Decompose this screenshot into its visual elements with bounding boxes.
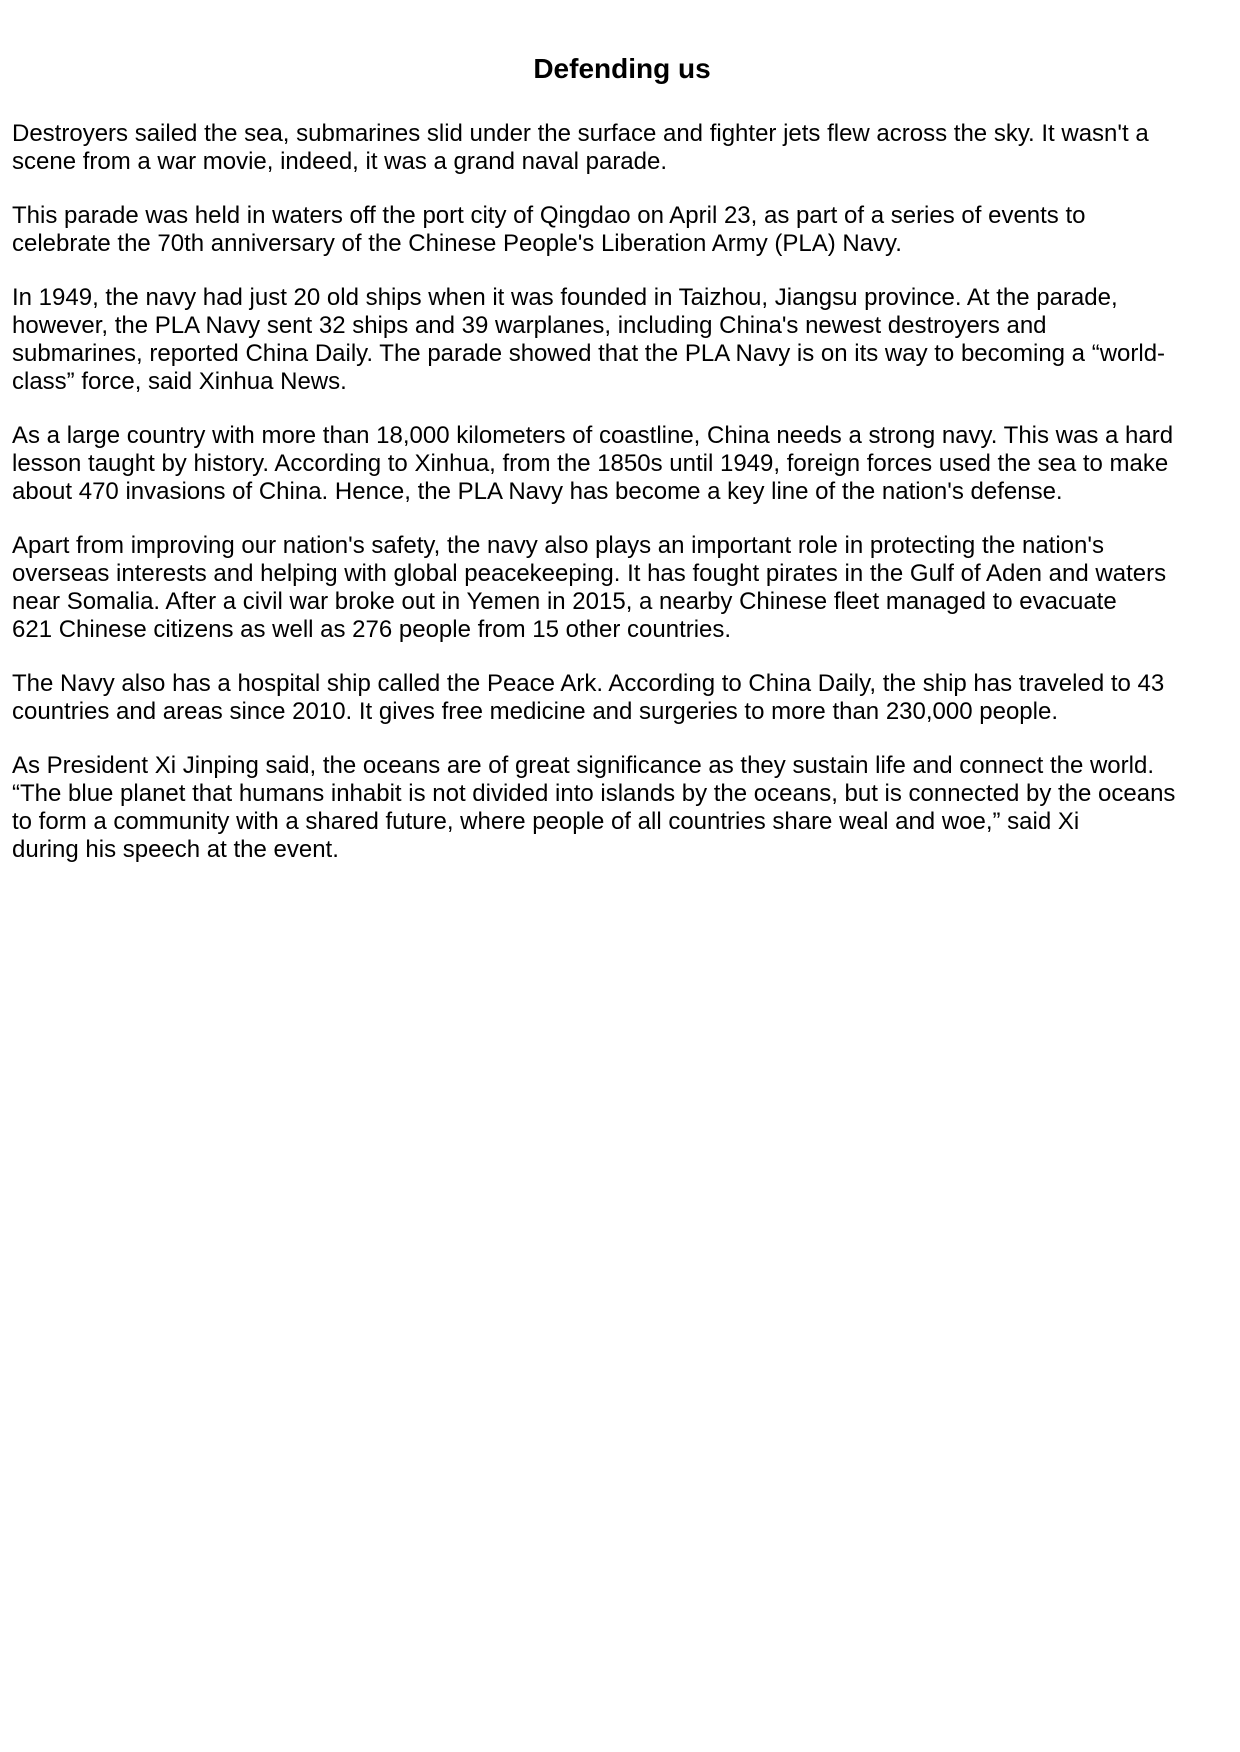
paragraph-6 (12, 670, 1232, 726)
article-title: Defending us (533, 53, 711, 84)
paragraph-line: lesson taught by history. According to Xinhua, from the 1850s until 1949, foreign forces used the sea to make (12, 450, 1169, 477)
paragraph-line: about 470 invasions of China. Hence, the PLA Navy has become a key line of the nation's defense. (12, 478, 1063, 505)
document-page (12, 0, 1232, 890)
paragraph-line: near Somalia. After a civil war broke out in Yemen in 2015, a nearby Chinese fleet managed to evacuate (12, 588, 1117, 615)
paragraph-1 (12, 120, 1232, 176)
paragraph-line: submarines, reported China Daily. The parade showed that the PLA Navy is on its way to becoming a “world- (12, 340, 1166, 367)
paragraph-line: scene from a war movie, indeed, it was a grand naval parade. (12, 148, 668, 175)
paragraph-line: during his speech at the event. (12, 836, 339, 863)
paragraph-line: Destroyers sailed the sea, submarines slid under the surface and fighter jets flew across the sky. It wasn't a (12, 120, 1149, 147)
paragraph-line: The Navy also has a hospital ship called the Peace Ark. According to China Daily, the ship has traveled to 43 (12, 670, 1165, 697)
paragraph-line: As President Xi Jinping said, the oceans are of great significance as they sustain life and connect the world. (12, 752, 1154, 779)
paragraph-line: As a large country with more than 18,000 kilometers of coastline, China needs a strong navy. This was a hard (12, 422, 1174, 449)
paragraph-line: 621 Chinese citizens as well as 276 people from 15 other countries. (12, 616, 732, 643)
paragraph-line: “The blue planet that humans inhabit is not divided into islands by the oceans, but is connected by the oceans (12, 780, 1176, 807)
paragraph-2 (12, 202, 1232, 258)
paragraph-line: Apart from improving our nation's safety, the navy also plays an important role in protecting the nation's (12, 532, 1104, 559)
paragraph-line: however, the PLA Navy sent 32 ships and 39 warplanes, including China's newest destroyers and (12, 312, 1047, 339)
paragraph-line: class” force, said Xinhua News. (12, 368, 347, 395)
article-body (12, 120, 1232, 864)
paragraph-line: celebrate the 70th anniversary of the Chinese People's Liberation Army (PLA) Navy. (12, 230, 902, 257)
paragraph-line: This parade was held in waters off the port city of Qingdao on April 23, as part of a series of events to (12, 202, 1086, 229)
paragraph-5 (12, 532, 1232, 644)
paragraph-3 (12, 284, 1232, 396)
paragraph-line: countries and areas since 2010. It gives free medicine and surgeries to more than 230,000 people. (12, 698, 1058, 725)
paragraph-line: overseas interests and helping with global peacekeeping. It has fought pirates in the Gulf of Aden and waters (12, 560, 1167, 587)
paragraph-7 (12, 752, 1232, 864)
paragraph-4 (12, 422, 1232, 506)
paragraph-line: In 1949, the navy had just 20 old ships when it was founded in Taizhou, Jiangsu province. At the parade, (12, 284, 1118, 311)
paragraph-line: to form a community with a shared future, where people of all countries share weal and woe,” said Xi (12, 808, 1080, 835)
